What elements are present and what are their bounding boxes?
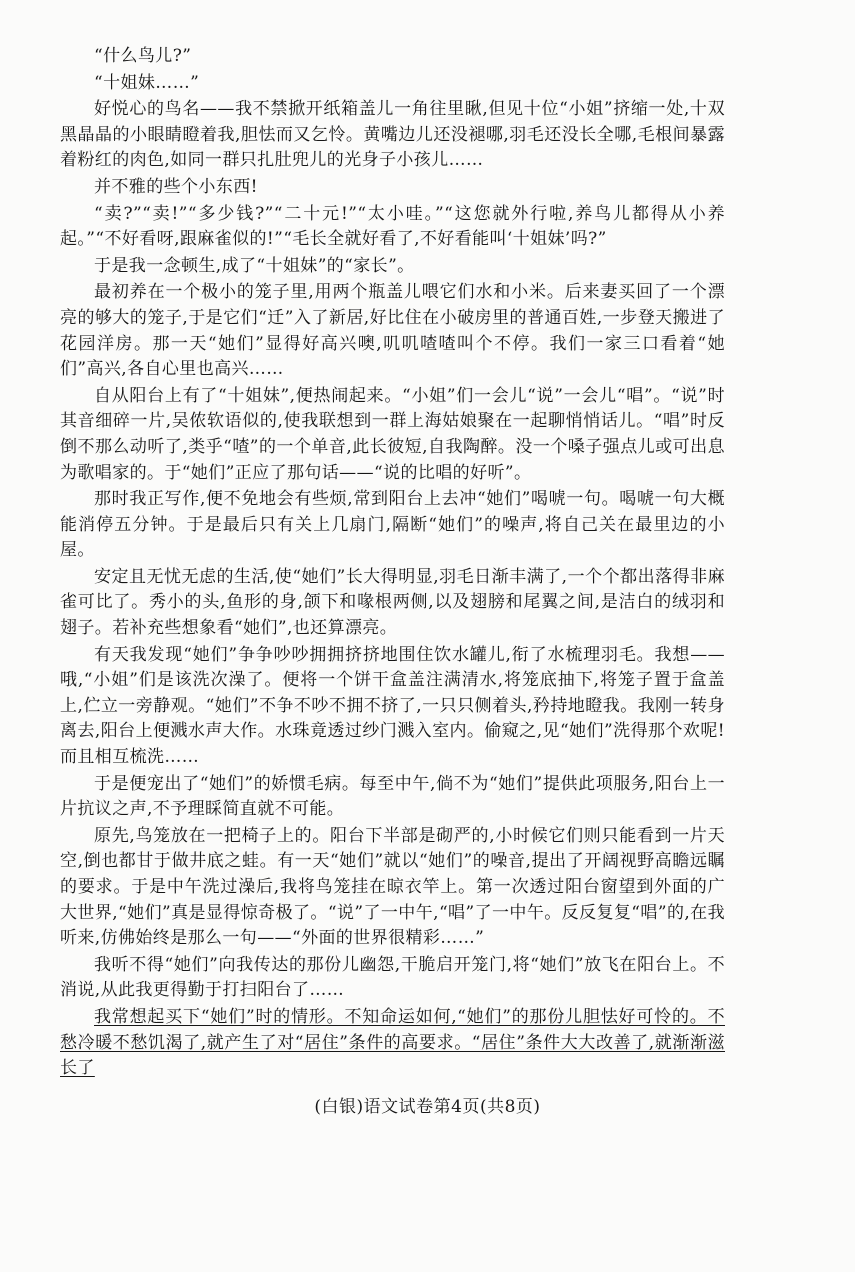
paragraph: 安定且无忧无虑的生活,使“她们”长大得明显,羽毛日渐丰满了,一个个都出落得非麻雀可比了。秀小的头,鱼形的身,颌下和喙根两侧,以及翅膀和尾翼之间,是洁白的绒羽和翅子。若补充些想象看“她们”,也还算漂亮。 (60, 566, 725, 639)
paragraph: 我听不得“她们”向我传达的那份儿幽怨,干脆启开笼门,将“她们”放飞在阳台上。不消说,从此我更得勤于打扫阳台了…… (60, 954, 725, 1001)
paragraph: “十姐妹……” (94, 72, 200, 93)
paragraph: 有天我发现“她们”争争吵吵拥拥挤挤地围住饮水罐儿,衔了水梳理羽毛。我想——哦,“小姐”们是该洗次澡了。便将一个饼干盒盖注满清水,将笼底抽下,将笼子置于盒盖上,伫立一旁静观。“她们”不争不吵不拥不挤了,一只只侧着头,矜持地瞪我。我刚一转身离去,阳台上便溅水声大作。水珠竟透过纱门溅入室内。偷窥之,见“她们”洗得那个欢呢!而且相互梳洗…… (60, 644, 725, 768)
paragraph: 最初养在一个极小的笼子里,用两个瓶盖儿喂它们水和小米。后来妻买回了一个漂亮的够大的笼子,于是它们“迁”入了新居,好比住在小破房里的普通百姓,一步登天搬进了花园洋房。那一天“她们”显得好高兴噢,叽叽喳喳叫个不停。我们一家三口看着“她们”高兴,各自心里也高兴…… (60, 282, 725, 380)
paragraph: 于是我一念顿生,成了“十姐妹”的“家长”。 (94, 255, 415, 276)
page-footer: (白银)语文试卷第4页(共8页) (314, 1097, 541, 1117)
paragraph: 好悦心的鸟名——我不禁掀开纸箱盖儿一角往里瞅,但见十位“小姐”挤缩一处,十双黑晶晶的小眼睛瞪着我,胆怯而又乞怜。黄嘴边儿还没褪哪,羽毛还没长全哪,毛根间暴露着粉红的肉色,如同一群只扎肚兜儿的光身子小孩儿…… (60, 99, 725, 171)
article-body (60, 44, 725, 1083)
underlined-paragraph: 我常想起买下“她们”时的情形。不知命运如何,“她们”的那份儿胆怯好可怜的。不愁冷暖不愁饥渴了,就产生了对“居住”条件的高要求。“居住”条件大大改善了,就渐渐滋长了 (60, 1006, 725, 1079)
paragraph: 自从阳台上有了“十姐妹”,便热闹起来。“小姐”们一会儿“说”一会儿“唱”。“说”时其音细碎一片,吴侬软语似的,使我联想到一群上海姑娘聚在一起聊悄悄话儿。“唱”时反倒不那么动听了,类乎“喳”的一个单音,此长彼短,自我陶醉。没一个嗓子强点儿或可出息为歌唱家的。于“她们”正应了那句话——“说的比唱的好听”。 (60, 385, 725, 483)
paragraph: 那时我正写作,便不免地会有些烦,常到阳台上去冲“她们”喝唬一句。喝唬一句大概能消停五分钟。于是最后只有关上几扇门,隔断“她们”的噪声,将自己关在最里边的小屋。 (60, 489, 725, 561)
paragraph: 原先,鸟笼放在一把椅子上的。阳台下半部是砌严的,小时候它们则只能看到一片天空,倒也都甘于做井底之蛙。有一天“她们”就以“她们”的噪音,提出了开阔视野高瞻远瞩的要求。于是中午洗过澡后,我将鸟笼挂在晾衣竿上。第一次透过阳台窗望到外面的广大世界,“她们”真是显得惊奇极了。“说”了一中午,“唱”了一中午。反反复复“唱”的,在我听来,仿佛始终是那么一句——“外面的世界很精彩……” (60, 825, 725, 949)
paragraph: 于是便宠出了“她们”的娇惯毛病。每至中午,倘不为“她们”提供此项服务,阳台上一片抗议之声,不予理睬简直就不可能。 (60, 773, 725, 820)
paragraph: “什么鸟儿?” (94, 46, 192, 66)
paragraph: 并不雅的些个小东西! (94, 176, 258, 197)
paragraph: “卖?”“卖!”“多少钱?”“二十元!”“太小哇。”“这您就外行啦,养鸟儿都得从小养起。”“不好看呀,跟麻雀似的!”“毛长全就好看了,不好看能叫‘十姐妹’吗?” (60, 203, 725, 250)
